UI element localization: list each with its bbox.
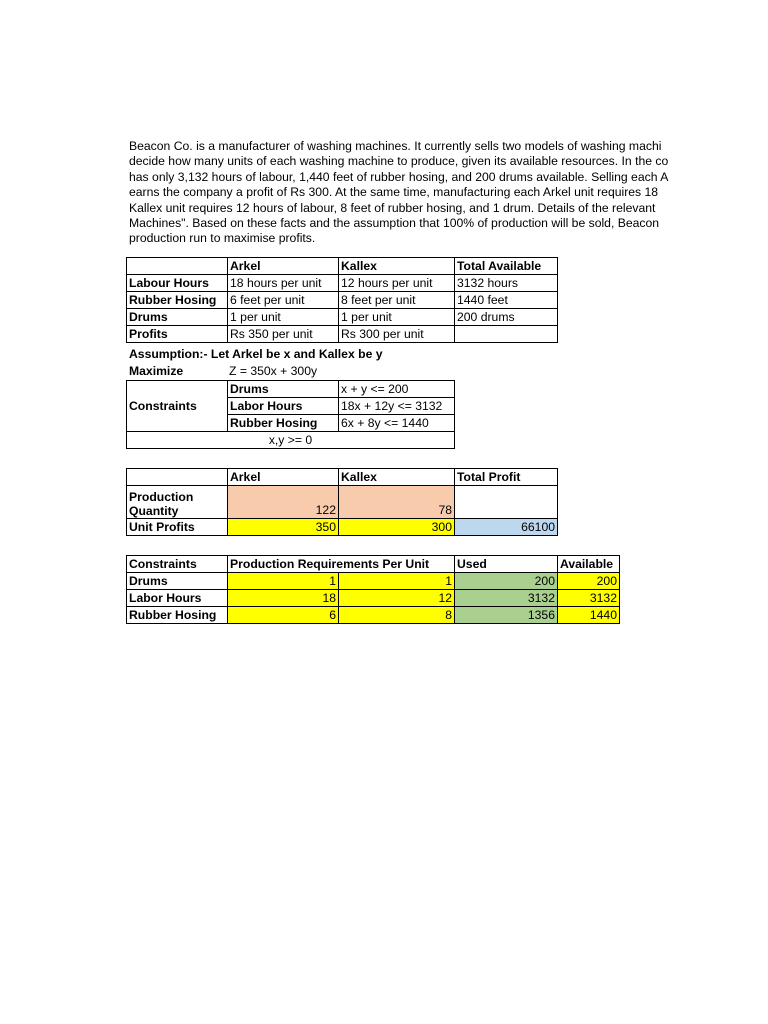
table-row [127, 486, 558, 519]
table-header-cell: Constraints [127, 556, 228, 573]
table-cell [127, 258, 228, 275]
table-header-cell: Kallex [339, 469, 455, 486]
constraints-table [126, 380, 455, 449]
table-row [127, 292, 558, 309]
row-label: Profits [127, 326, 228, 343]
row-label: Drums [127, 573, 228, 590]
unit-profit-cell: 350 [228, 519, 339, 536]
table-row [127, 590, 620, 607]
quantity-cell[interactable]: 78 [339, 486, 455, 519]
table-row [127, 519, 558, 536]
used-cell: 1356 [455, 607, 558, 624]
unit-profit-cell: 300 [339, 519, 455, 536]
table-row [127, 275, 558, 292]
table-cell: 1440 feet [455, 292, 558, 309]
table-cell [127, 469, 228, 486]
intro-line: decide how many units of each washing machine to produce, given its available resources. In the co [129, 154, 669, 169]
table-cell: 8 feet per unit [339, 292, 455, 309]
constraint-expression: x + y <= 200 [339, 381, 455, 398]
maximize-label: Maximize [129, 364, 184, 378]
used-cell: 3132 [455, 590, 558, 607]
requirement-cell: 6 [228, 607, 339, 624]
row-label: Rubber Hosing [127, 292, 228, 309]
table-header-cell: Production Requirements Per Unit [228, 556, 455, 573]
table-header-cell: Used [455, 556, 558, 573]
available-cell: 200 [558, 573, 620, 590]
objective-expression: Z = 350x + 300y [229, 364, 318, 378]
table-row [127, 556, 620, 573]
requirement-cell: 8 [339, 607, 455, 624]
table-cell: 3132 hours [455, 275, 558, 292]
table-header-cell: Arkel [228, 469, 339, 486]
used-cell: 200 [455, 573, 558, 590]
intro-line: Machines". Based on these facts and the assumption that 100% of production will be sold, Beacon [129, 215, 660, 230]
table-row [127, 309, 558, 326]
requirement-cell: 1 [228, 573, 339, 590]
resources-table [126, 257, 558, 343]
requirement-cell: 18 [228, 590, 339, 607]
table-cell: 1 per unit [228, 309, 339, 326]
intro-paragraph [129, 139, 697, 247]
table-row [127, 258, 558, 275]
table-cell: 18 hours per unit [228, 275, 339, 292]
table-cell: 200 drums [455, 309, 558, 326]
constraints-label: Constraints [127, 381, 228, 432]
row-label: Drums [127, 309, 228, 326]
production-table [126, 468, 558, 536]
intro-line: Beacon Co. is a manufacturer of washing machines. It currently sells two models of washing machi [129, 139, 662, 153]
constraint-expression: 6x + 8y <= 1440 [339, 415, 455, 432]
constraint-expression: 18x + 12y <= 3132 [339, 398, 455, 415]
row-label: Labor Hours [127, 590, 228, 607]
row-label: Unit Profits [127, 519, 228, 536]
table-header-cell: Kallex [339, 258, 455, 275]
requirement-cell: 12 [339, 590, 455, 607]
table-row [127, 469, 558, 486]
intro-line: production run to maximise profits. [129, 231, 316, 246]
table-cell: 6 feet per unit [228, 292, 339, 309]
assumption-text: Assumption:- Let Arkel be x and Kallex be y [129, 347, 383, 361]
table-header-cell: Total Profit [455, 469, 558, 486]
table-cell: Rs 300 per unit [339, 326, 455, 343]
intro-line: earns the company a profit of Rs 300. At the same time, manufacturing each Arkel unit requires 18 [129, 185, 659, 200]
available-cell: 1440 [558, 607, 620, 624]
table-cell: Rs 350 per unit [228, 326, 339, 343]
table-cell: 1 per unit [339, 309, 455, 326]
requirements-table [126, 555, 620, 624]
total-profit-cell: 66100 [455, 519, 558, 536]
row-label: Labour Hours [127, 275, 228, 292]
row-label: Rubber Hosing [127, 607, 228, 624]
nonnegativity-constraint: x,y >= 0 [127, 432, 455, 449]
constraint-name: Labor Hours [228, 398, 339, 415]
row-label: Production Quantity [127, 486, 228, 519]
table-row [127, 432, 455, 449]
available-cell: 3132 [558, 590, 620, 607]
table-header-cell: Available [558, 556, 620, 573]
table-row [127, 607, 620, 624]
table-row [127, 573, 620, 590]
table-cell [455, 326, 558, 343]
requirement-cell: 1 [339, 573, 455, 590]
quantity-cell[interactable]: 122 [228, 486, 339, 519]
table-header-cell: Arkel [228, 258, 339, 275]
table-row [127, 326, 558, 343]
table-cell: 12 hours per unit [339, 275, 455, 292]
constraint-name: Drums [228, 381, 339, 398]
intro-line: has only 3,132 hours of labour, 1,440 feet of rubber hosing, and 200 drums available. Selling each A [129, 169, 669, 184]
table-cell [455, 486, 558, 519]
table-row [127, 381, 455, 398]
intro-line: Kallex unit requires 12 hours of labour, 8 feet of rubber hosing, and 1 drum. Details of the relevant [129, 200, 656, 215]
table-header-cell: Total Available [455, 258, 558, 275]
constraint-name: Rubber Hosing [228, 415, 339, 432]
